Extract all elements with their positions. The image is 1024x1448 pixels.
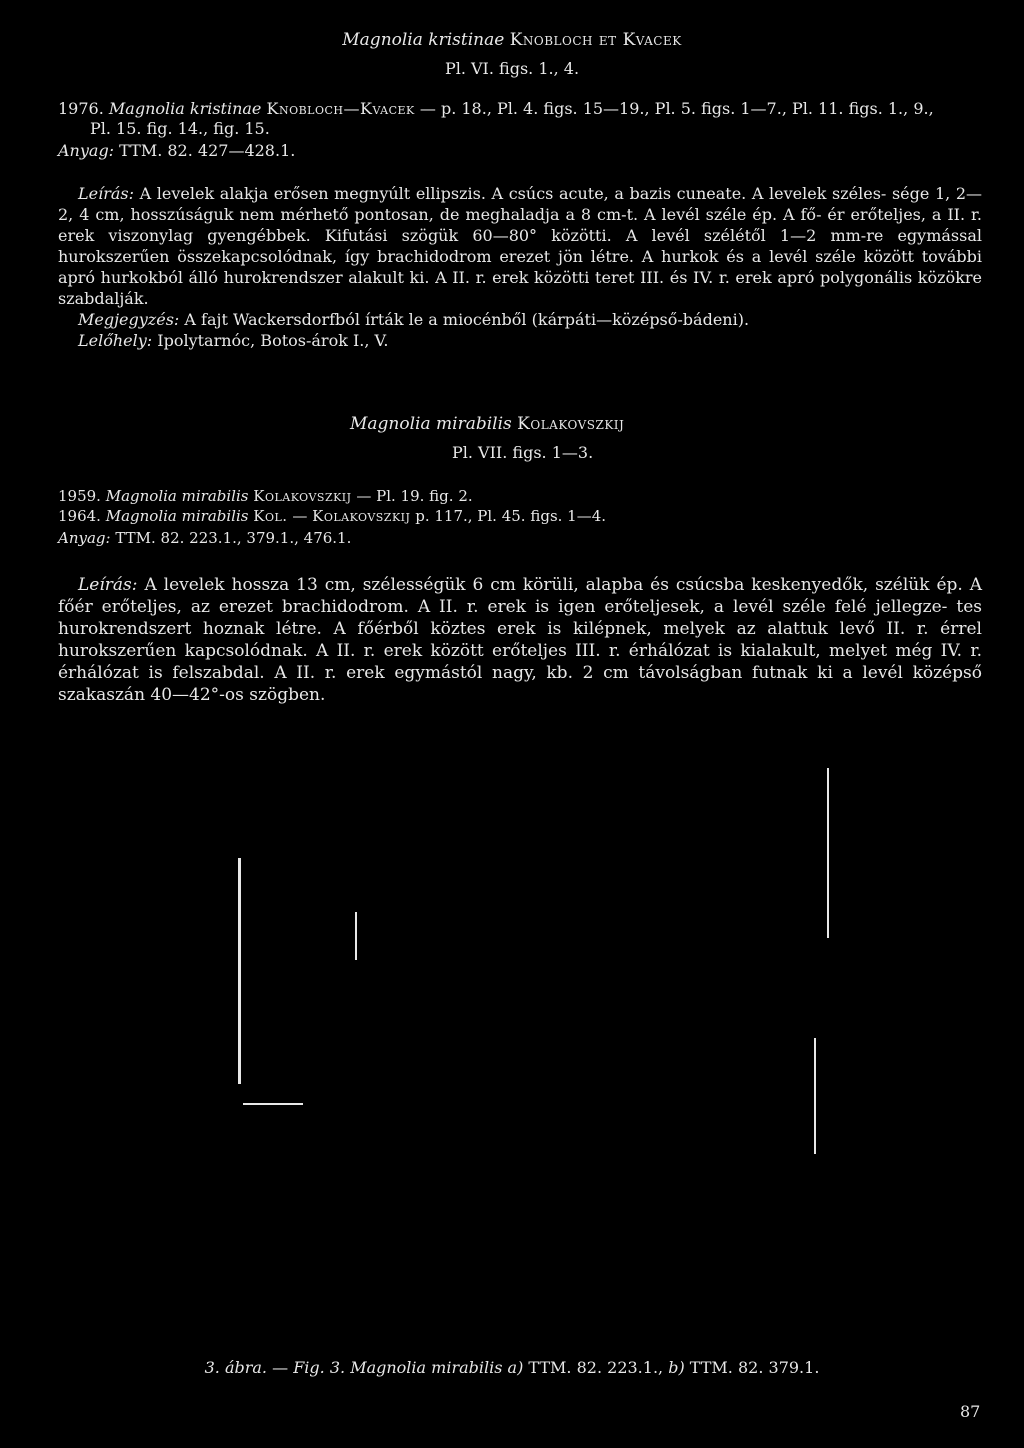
anyag-line [58,528,351,548]
section2-description [58,574,982,706]
section1-description [58,183,982,351]
syn-name: Magnolia mirabilis [105,507,249,525]
section2-title [350,414,624,434]
species-name: Magnolia kristinae [342,30,505,50]
syn-name: Magnolia mirabilis [105,487,249,505]
synonymy-entry-cont: Pl. 15. fig. 14., fig. 15. [90,119,270,138]
leiras-label: Leírás: [78,575,138,595]
syn-name: Magnolia kristinae [108,99,262,118]
syn-author: Kolakovszkij [312,507,411,525]
species-name: Magnolia mirabilis [350,414,512,434]
caption-fig: Fig. 3. [293,1358,346,1377]
caption-dash: — [272,1358,289,1377]
anyag-label: Anyag: [58,141,115,160]
species-author: Knobloch et Kvacek [509,30,682,50]
section2-plate: Pl. VII. figs. 1—3. [452,443,594,462]
caption-abra: 3. ábra. [204,1358,267,1377]
anyag-text: TTM. 82. 427—428.1. [119,141,296,160]
anyag-line [58,141,295,161]
syn-dash: — [292,507,308,525]
section1-plate: Pl. VI. figs. 1., 4. [444,59,580,78]
syn-refs: — Pl. 19. fig. 2. [356,487,473,505]
page-number: 87 [960,1402,981,1421]
leiras-text: A levelek hossza 13 cm, szélességük 6 cm körüli, alapba és csúcsba keskenyedők, szélük ép. A főér erőteljes, az erezet brachidodrom. A II. r. erek is igen erőteljesek, a levél széle felé jellegze- tes hurokrendszert hoznak létre. A főérből köztes erek is kilépnek, melyek az alattuk levő II. r. érrel hurokszerűen kapcsolódnak. A II. r. erek között erőteljes III. r. érhálózat is kialakult, melyet még IV. r. érhálózat is felszabdal. A II. r. erek egymástól nagy, kb. 2 cm távolságban futnak ki a levél középső szakaszán 40—42°-os szögben. [58,575,982,705]
syn-author: Kolakovszkij [253,487,352,505]
caption-a-label: a) [507,1358,524,1377]
synonymy-entry [58,486,473,506]
anyag-text: TTM. 82. 223.1., 379.1., 476.1. [115,529,352,547]
syn-refs: p. 117., Pl. 45. figs. 1—4. [415,507,607,525]
caption-b-text: TTM. 82. 379.1. [689,1358,820,1377]
syn-year: 1964. [58,507,101,525]
synonymy-entry [58,506,606,526]
syn-year: 1976. [58,99,104,118]
caption-b-label: b) [668,1358,685,1377]
lelohely-text: Ipolytarnóc, Botos-árok I., V. [157,331,389,350]
figure-mark [827,768,829,938]
figure-mark [814,1038,816,1154]
caption-a-text: TTM. 82. 223.1., [528,1358,664,1377]
syn-author: Kol. [253,507,288,525]
syn-year: 1959. [58,487,101,505]
syn-author: Knobloch—Kvacek [266,99,415,118]
megjegyzes-text: A fajt Wackersdorfból írták le a miocénből (kárpáti—középső-bádeni). [184,310,750,329]
syn-refs: — p. 18., Pl. 4. figs. 15—19., Pl. 5. figs. 1—7., Pl. 11. figs. 1., 9., [419,99,934,118]
figure-mark [238,858,241,1084]
species-author: Kolakovszkij [517,414,625,434]
lelohely-label: Lelőhely: [78,331,153,350]
section1-title [0,30,1024,50]
synonymy-entry [58,99,934,119]
megjegyzes-label: Megjegyzés: [78,310,180,329]
figure-mark [355,912,357,960]
anyag-label: Anyag: [58,529,111,547]
leiras-label: Leírás: [78,184,134,203]
figure-mark [243,1103,303,1105]
leiras-text: A levelek alakja erősen megnyúlt ellipszis. A csúcs acute, a bazis cuneate. A levelek széles- sége 1, 2—2, 4 cm, hosszúságuk nem mérhető pontosan, de meghaladja a 8 cm-t. A levél széle ép. A fő- ér erőteljes, a II. r. erek viszonylag gyengébbek. Kifutási szögük 60—80° közötti. A levél szélétől 1—2 mm-re egymással hurokszerűen összekapcsolódnak, így brachidodrom erezet jön létre. A hurkok és a levél széle között további apró hurkokból álló hurokrendszer alakult ki. A II. r. erek közötti teret III. és IV. r. erek apró polygonális közökre szabdalják. [58,184,983,308]
caption-species: Magnolia mirabilis [350,1358,503,1377]
figure-caption [0,1358,1024,1377]
